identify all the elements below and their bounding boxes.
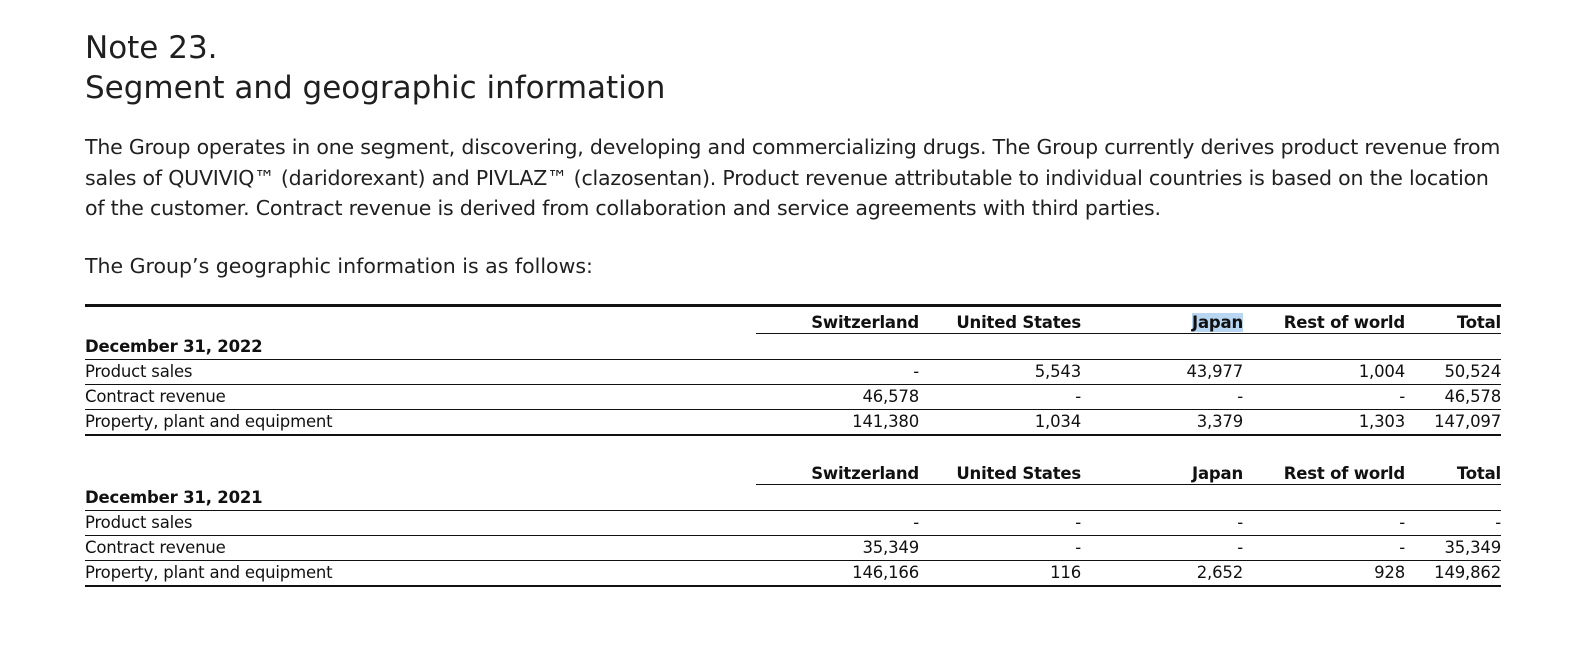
cell-value: 1,004	[1358, 361, 1405, 381]
cell-value: 147,097	[1434, 411, 1501, 431]
row-label: Product sales	[85, 361, 193, 381]
note-number: Note 23.	[85, 30, 218, 66]
col-header-total: Total	[1456, 312, 1501, 332]
table-row	[85, 410, 1501, 436]
intro-paragraph: The Group operates in one segment, discovering, developing and commercializing drugs. The Group currently derives product revenue from sales of QUVIVIQ™ (daridorexant) and PIVLAZ™ (clazosentan). Product revenue attributable to individual countries is based on the location of the customer. Contract revenue is derived from collaboration and service agreements with third parties.	[85, 135, 1501, 220]
table-row	[85, 561, 1501, 587]
column-header-row	[85, 461, 1501, 485]
cell-value: 35,349	[862, 537, 919, 557]
col-header-japan[interactable]	[1081, 313, 1243, 332]
row-label: Contract revenue	[85, 537, 226, 557]
row-label: Property, plant and equipment	[85, 562, 333, 582]
table-row	[85, 385, 1501, 410]
cell-value: -	[1237, 537, 1243, 557]
cell-value: -	[1075, 512, 1081, 532]
col-header-japan: Japan	[1192, 463, 1243, 483]
cell-value: 116	[1050, 562, 1081, 582]
col-header-united-states: United States	[956, 463, 1081, 483]
note-title: Segment and geographic information	[85, 70, 666, 106]
cell-value: 3,379	[1196, 411, 1243, 431]
cell-value: -	[1237, 386, 1243, 406]
section-date: December 31, 2021	[85, 485, 1501, 511]
table-row	[85, 536, 1501, 561]
col-header-rest-of-world: Rest of world	[1283, 463, 1405, 483]
cell-value: -	[913, 361, 919, 381]
cell-value: 5,543	[1034, 361, 1081, 381]
cell-value: -	[1075, 537, 1081, 557]
cell-value: -	[1399, 512, 1405, 532]
row-label: Property, plant and equipment	[85, 411, 333, 431]
table-row	[85, 511, 1501, 536]
cell-value: -	[1075, 386, 1081, 406]
selected-text-highlight[interactable]: Japan	[1192, 312, 1243, 332]
cell-value: 43,977	[1186, 361, 1243, 381]
lead-sentence: The Group’s geographic information is as follows:	[85, 253, 593, 278]
cell-value: 141,380	[852, 411, 919, 431]
cell-value: 46,578	[1444, 386, 1501, 406]
col-header-united-states: United States	[956, 312, 1081, 332]
geographic-table	[85, 304, 1501, 587]
cell-value: 46,578	[862, 386, 919, 406]
section-date: December 31, 2022	[85, 334, 1501, 360]
cell-value: 50,524	[1444, 361, 1501, 381]
cell-value: -	[1495, 512, 1501, 532]
col-header-rest-of-world: Rest of world	[1283, 312, 1405, 332]
cell-value: 2,652	[1196, 562, 1243, 582]
row-label: Product sales	[85, 512, 193, 532]
table-row	[85, 360, 1501, 385]
col-header-switzerland: Switzerland	[811, 463, 919, 483]
cell-value: 149,862	[1434, 562, 1501, 582]
col-header-switzerland: Switzerland	[811, 312, 919, 332]
cell-value: -	[913, 512, 919, 532]
cell-value: 146,166	[852, 562, 919, 582]
document-page	[85, 28, 1505, 587]
cell-value: -	[1399, 386, 1405, 406]
row-label: Contract revenue	[85, 386, 226, 406]
note-heading	[85, 28, 1505, 108]
column-header-row	[85, 310, 1501, 334]
cell-value: 1,034	[1034, 411, 1081, 431]
cell-value: -	[1399, 537, 1405, 557]
cell-value: -	[1237, 512, 1243, 532]
cell-value: 35,349	[1444, 537, 1501, 557]
cell-value: 928	[1374, 562, 1405, 582]
col-header-total: Total	[1456, 463, 1501, 483]
cell-value: 1,303	[1358, 411, 1405, 431]
